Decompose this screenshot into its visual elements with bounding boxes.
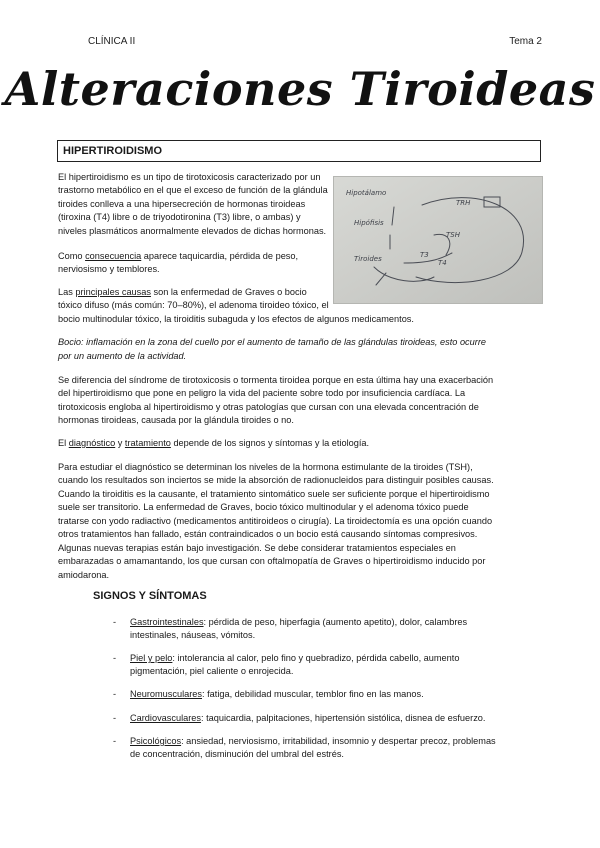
wb-label-trh: TRH — [456, 199, 471, 207]
sign-text: : pérdida de peso, hiperfagia (aumento apetito), dolor, calambres — [203, 617, 468, 627]
bullet-dash: - — [113, 653, 117, 663]
consequence-pre: Como — [58, 251, 86, 261]
sign-category: Psicológicos — [130, 736, 182, 746]
intro-line-3: tiroides conlleva a una hipersecreción de hormonas tiroideas — [58, 199, 306, 209]
bullet-dash: - — [113, 736, 117, 746]
wb-label-hipofisis: Hipófisis — [354, 219, 384, 227]
signs-heading: SIGNOS Y SÍNTOMAS — [93, 590, 207, 602]
intro-line-4: (tiroxina (T4) libre o de triyodotironina (T3) libre, o ambas) y — [58, 212, 301, 222]
diagnosis-line — [58, 437, 369, 450]
causes-pre: Las — [58, 287, 76, 297]
sign-text-line2: intestinales, náuseas, vómitos. — [130, 630, 256, 641]
header-course: CLÍNICA II — [88, 36, 136, 47]
wb-label-tiroides: Tiroides — [354, 255, 382, 263]
sign-text: : intolerancia al calor, pelo fino y quebradizo, pérdida cabello, aumento — [172, 653, 460, 663]
diagnosis-underlined: diagnóstico — [68, 438, 116, 448]
sign-category: Cardiovasculares — [130, 713, 201, 723]
whiteboard-photo — [333, 176, 543, 304]
treatment-underlined: tratamiento — [124, 438, 171, 448]
study-line-6: otros tratamientos han fallado, están contraindicados o un bocio está causando síntomas compresivos. — [58, 529, 478, 539]
bullet-dash: - — [113, 689, 117, 699]
intro-line-5: niveles plasmáticos anormalmente elevados de dichas hormonas. — [58, 226, 327, 236]
sign-category: Gastrointestinales — [130, 617, 204, 627]
study-line-1: Para estudiar el diagnóstico se determinan los niveles de la hormona estimulante de la tiroides (TSH), — [58, 462, 473, 472]
study-line-4: suele ser transitorio. La enfermedad de Graves, bocio tóxico multinodular y el adenoma tóxico puede — [58, 502, 469, 512]
sign-text-line2: de concentración, disminución del umbral del estrés. — [130, 749, 344, 760]
section-title: HIPERTIROIDISMO — [63, 145, 163, 157]
study-line-2: cuando los resultados son inciertos se mide la absorción de radionucleidos para distinguir posibles causas. — [58, 475, 494, 485]
wb-label-tsh: TSH — [446, 231, 460, 239]
wb-label-hipotalamo: Hipotálamo — [346, 189, 387, 197]
sign-text-line2: pigmentación, piel caliente o enrojecida. — [130, 666, 294, 677]
bocio-line-2: por un aumento de la actividad. — [58, 351, 187, 361]
sign-category: Piel y pelo — [130, 653, 173, 663]
page-title: Alteraciones Tiroideas — [4, 62, 596, 116]
difference-line-2: del hipertiroidismo que pone en peligro la vida del paciente sobre todo por insuficiencia cardíaca. La — [58, 388, 466, 398]
intro-line-2: trastorno metabólico en el que el exceso de función de la glándula — [58, 185, 328, 195]
causes-post: son la enfermedad de Graves o bocio — [150, 287, 307, 297]
sign-text: : taquicardia, palpitaciones, hipertensión sistólica, disnea de esfuerzo. — [200, 713, 486, 723]
consequence-underlined: consecuencia — [85, 251, 142, 261]
bocio-line-1: Bocio: inflamación en la zona del cuello por el aumento de tamaño de las glándulas tiroideas, esto ocurre — [58, 337, 486, 347]
diagnosis-post: depende de los signos y síntomas y la etiología. — [170, 438, 370, 448]
bullet-dash: - — [113, 617, 117, 627]
difference-line-1: Se diferencia del síndrome de tirotoxicosis o tormenta tiroidea porque en esta última hay una exacerbación — [58, 375, 494, 385]
sign-category: Neuromusculares — [130, 689, 202, 699]
consequence-post: aparece taquicardia, pérdida de peso, — [141, 251, 299, 261]
consequence-line-2: nerviosismo y temblores. — [58, 264, 160, 274]
sign-text: : ansiedad, nerviosismo, irritabilidad, insomnio y despertar precoz, problemas — [181, 736, 496, 746]
study-line-8: embarazadas o amamantando, los que cursan con oftalmopatía de Graves o hipertiroidismo inducido por — [58, 556, 486, 566]
diagnosis-pre: El — [58, 438, 69, 448]
bullet-dash: - — [113, 713, 117, 723]
sign-text: : fatiga, debilidad muscular, temblor fino en las manos. — [202, 689, 424, 699]
causes-line-2: tóxico difuso (más común: 70–80%), el adenoma tiroideo tóxico, el — [58, 300, 329, 310]
study-line-3: Cuando la tiroiditis es la causante, el tratamiento sintomático suele ser suficiente porque el hipertiroidismo — [58, 489, 490, 499]
study-line-7: Algunas nuevas terapias están bajo investigación. Se debe considerar tratamientos especiales en — [58, 543, 456, 553]
whiteboard-sketch — [334, 177, 542, 303]
header-topic: Tema 2 — [509, 36, 542, 47]
causes-line-3: bocio multinodular tóxico, la tiroiditis subaguda y los efectos de algunos medicamentos. — [58, 314, 414, 324]
difference-line-3: tirotoxicosis engloba al hipertiroidismo y otras patologías que cursan con una elevada concentración de — [58, 402, 479, 412]
consequence-line-1 — [58, 250, 298, 263]
wb-label-t3: T3 — [420, 251, 429, 259]
section-heading-box — [57, 140, 541, 162]
causes-line-1 — [58, 286, 307, 299]
intro-line-1: El hipertiroidismo es un tipo de tirotoxicosis caracterizado por un — [58, 172, 321, 182]
difference-line-4: hormonas tiroideas, causada por la glándula tiroides o no. — [58, 415, 294, 425]
diagnosis-mid: y — [115, 438, 125, 448]
wb-label-t4: T4 — [438, 259, 447, 267]
study-line-5: tratarse con yodo radiactivo (medicamentos antitiroideos o cirugía). La tiroidectomía es una opción cuando — [58, 516, 493, 526]
causes-underlined: principales causas — [75, 287, 151, 297]
study-line-9: amiodarona. — [58, 570, 110, 580]
